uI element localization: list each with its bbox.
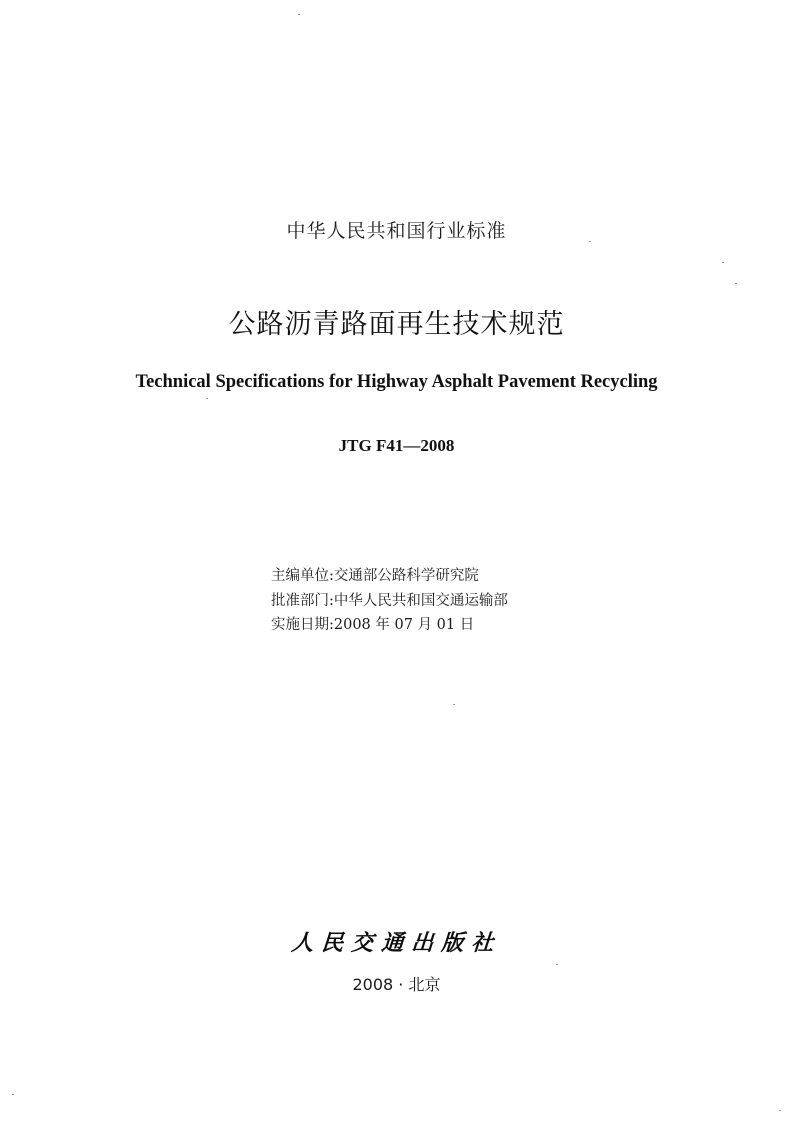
scan-speck	[589, 241, 591, 242]
scan-speck	[779, 1110, 781, 1111]
scan-speck	[453, 704, 455, 705]
scan-speck	[298, 14, 300, 15]
chinese-title: 公路沥青路面再生技术规范	[228, 309, 565, 340]
standard-type-header: 中华人民共和国行业标准	[286, 220, 507, 242]
scan-speck	[735, 283, 737, 284]
standard-code: JTG F41—2008	[338, 436, 455, 455]
effective-date: 实施日期:2008 年 07 月 01 日	[271, 617, 475, 633]
english-title: Technical Specifications for Highway Asphalt Pavement Recycling	[135, 372, 658, 392]
scan-speck	[206, 398, 208, 399]
scan-speck	[556, 964, 558, 965]
scan-speck	[12, 1094, 14, 1095]
publisher-name: 人民交通出版社	[290, 930, 503, 956]
editor-unit: 主编单位:交通部公路科学研究院	[271, 568, 479, 584]
publication-year-place: 2008 · 北京	[352, 975, 441, 994]
scan-speck	[722, 262, 724, 263]
approving-department: 批准部门:中华人民共和国交通运输部	[271, 592, 508, 609]
publication-info	[271, 564, 508, 638]
